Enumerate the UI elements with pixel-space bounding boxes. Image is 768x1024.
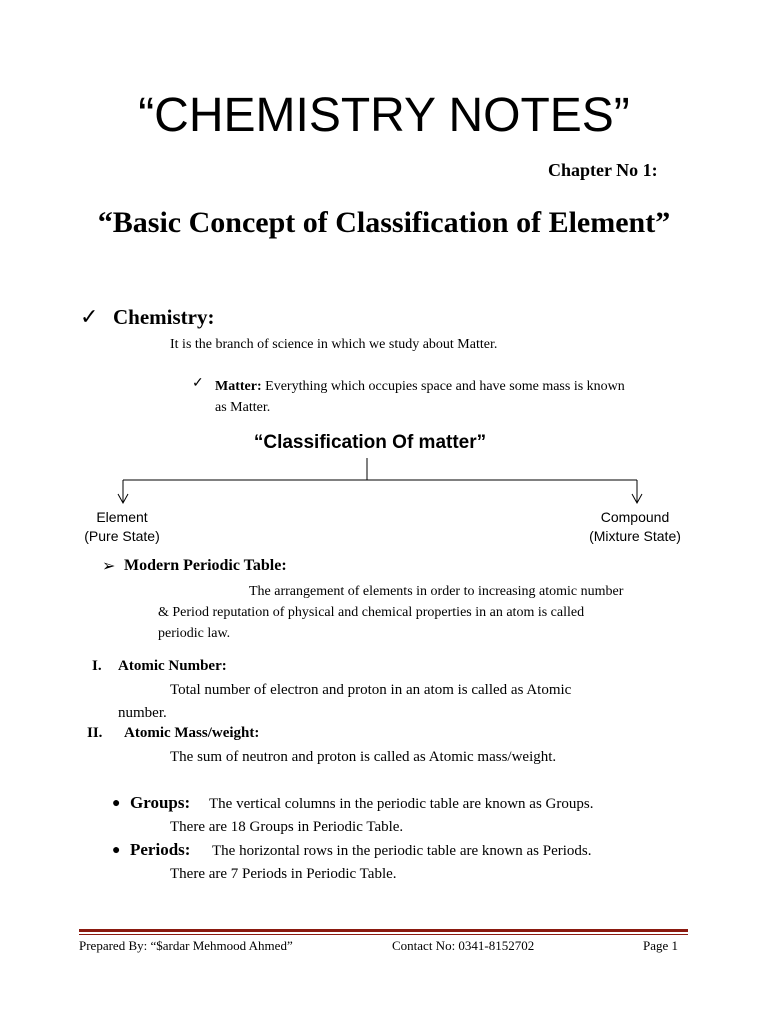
check-mark-icon: ✓ [192, 376, 204, 391]
periods-line1: The horizontal rows in the periodic table are known as Periods. [212, 843, 592, 859]
periodic-table-heading: Modern Periodic Table: [124, 557, 287, 574]
atomic-number-heading: Atomic Number: [118, 658, 227, 674]
footer-rule-thick [79, 929, 688, 932]
compound-branch-label [580, 508, 690, 546]
periods-heading: Periods: [130, 840, 191, 859]
groups-heading: Groups: [130, 793, 191, 812]
footer-contact: Contact No: 0341-8152702 [392, 938, 535, 953]
roman-numeral-two: II. [87, 725, 103, 741]
footer-rule-thin [79, 934, 688, 935]
periodic-law-line3: periodic law. [158, 626, 231, 641]
atomic-mass-line1: The sum of neutron and proton is called as Atomic mass/weight. [170, 749, 557, 765]
compound-label: Compound [600, 509, 670, 525]
chapter-label: Chapter No 1: [548, 160, 658, 180]
element-state-label: (Pure State) [84, 528, 160, 544]
matter-text-line1: Everything which occupies space and have some mass is known [265, 379, 625, 394]
chapter-subtitle: “Basic Concept of Classification of Element” [97, 206, 671, 239]
bullet-icon: ● [112, 843, 121, 858]
matter-label: Matter: [215, 379, 262, 394]
footer-prepared-by: Prepared By: “$ardar Mehmood Ahmed” [79, 938, 293, 953]
element-branch-label [72, 508, 172, 546]
atomic-mass-heading: Atomic Mass/weight: [124, 725, 260, 741]
bullet-icon: ● [112, 796, 121, 811]
footer-page-number: Page 1 [643, 938, 679, 953]
roman-numeral-one: I. [92, 658, 102, 674]
compound-state-label: (Mixture State) [589, 528, 681, 544]
element-label: Element [96, 509, 148, 525]
periods-line2: There are 7 Periods in Periodic Table. [170, 866, 397, 882]
arrow-bullet-icon: ➢ [102, 558, 116, 575]
groups-line1: The vertical columns in the periodic table are known as Groups. [209, 796, 594, 812]
matter-text-line2: as Matter. [215, 400, 271, 415]
check-mark-icon: ✓ [80, 304, 99, 329]
periodic-law-line1: The arrangement of elements in order to increasing atomic number [249, 584, 624, 599]
classification-heading: “Classification Of matter” [253, 432, 487, 453]
periodic-law-line2: & Period reputation of physical and chemical properties in an atom is called [158, 605, 585, 620]
atomic-number-line1: Total number of electron and proton in an atom is called as Atomic [170, 682, 572, 698]
chemistry-definition: It is the branch of science in which we study about Matter. [170, 337, 498, 352]
document-title: “CHEMISTRY NOTES” [138, 89, 630, 142]
atomic-number-line2: number. [118, 705, 167, 721]
chemistry-heading: Chemistry: [113, 305, 215, 329]
groups-line2: There are 18 Groups in Periodic Table. [170, 819, 404, 835]
